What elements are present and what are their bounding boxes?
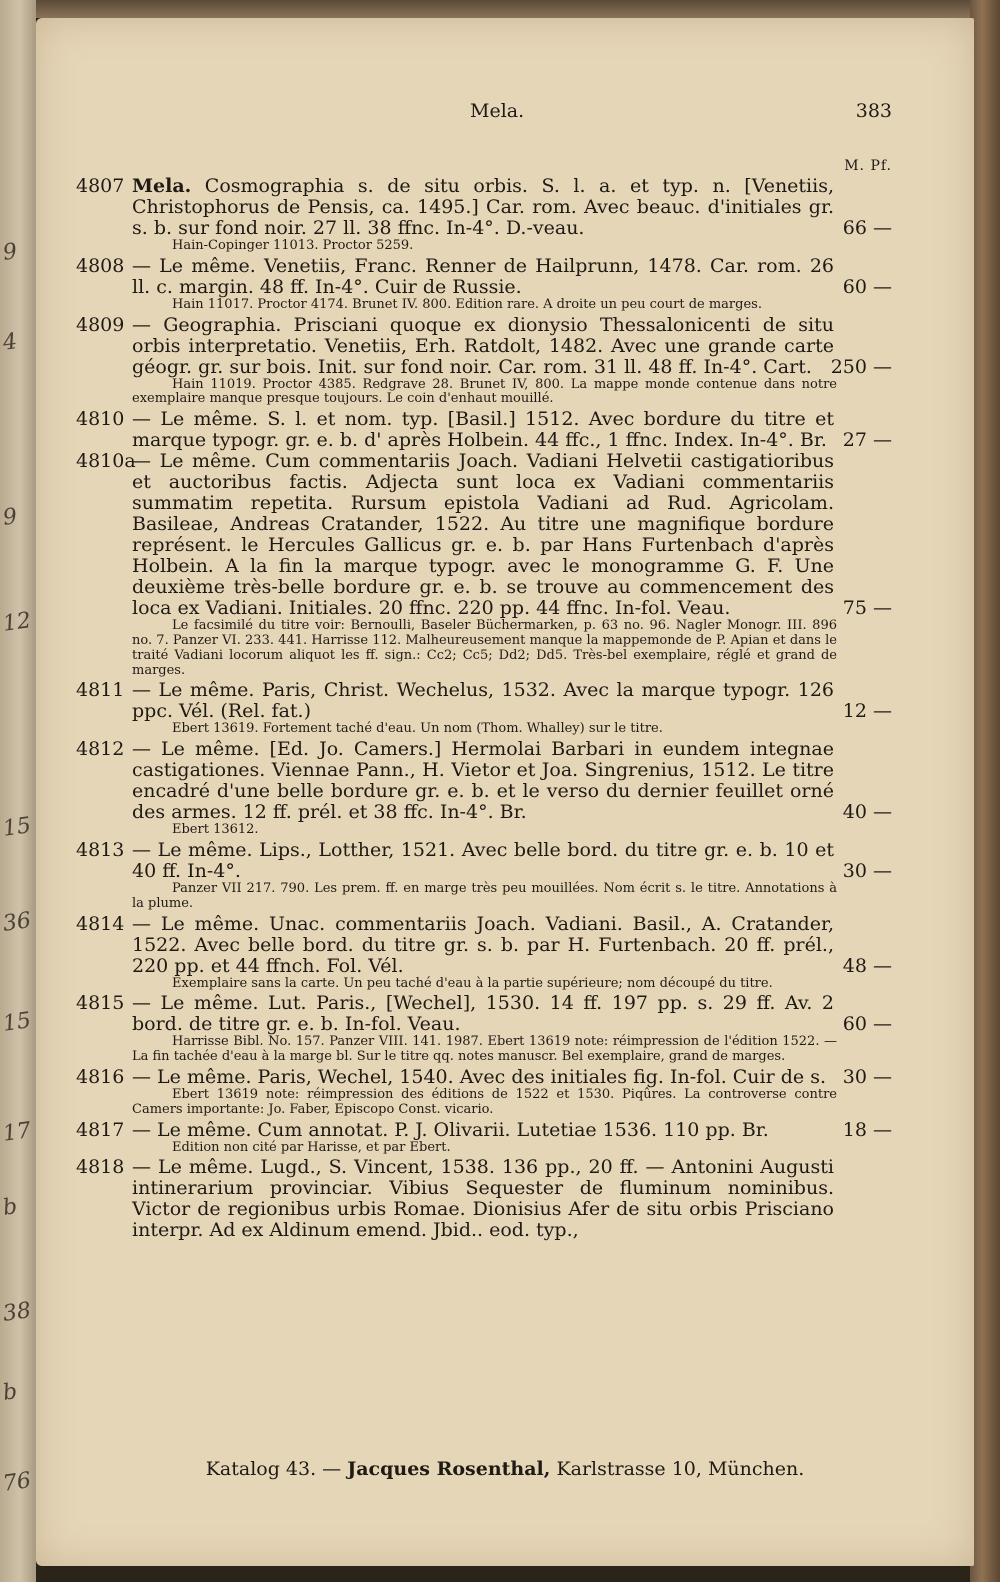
entry-text: — Le même. Paris, Wechel, 1540. Avec des initiales fig. In-fol. Cuir de s. (132, 1065, 826, 1088)
catalog-entry (36, 680, 974, 722)
catalog-entry (36, 1157, 974, 1241)
entry-description (132, 315, 834, 378)
entry-number: 4816 (76, 1065, 125, 1088)
margin-handnote: 76 (1, 1468, 33, 1497)
catalog-page (36, 18, 974, 1566)
book-top-edge (0, 0, 1000, 18)
catalog-entry (36, 256, 974, 298)
margin-handnote: b (1, 1379, 19, 1406)
entry-number: 4815 (76, 992, 125, 1015)
entry-number: 4808 (76, 254, 125, 277)
entry-price: 66 — (842, 217, 892, 239)
entry-text: — Le même. Lugd., S. Vincent, 1538. 136 pp., 20 ff. — Antonini Augusti intinerarium provinciar. Vibius Sequester de fluminum nominibus. Victor de regionibus urbis Romae. Dionisius Afer de situ orbis Prisciano interpr. Ad ex Aldinum emend. Jbid.. eod. typ., (132, 1156, 834, 1242)
entry-text: — Le même. Cum annotat. P. J. Olivarii. Lutetiae 1536. 110 pp. Br. (132, 1118, 769, 1141)
entry-description (132, 1157, 834, 1241)
entry-number: 4810a (76, 450, 136, 473)
entry-number: 4818 (76, 1156, 125, 1179)
entry-price: 60 — (842, 275, 892, 298)
entry-bibliographic-note: Ebert 13619 note: réimpression des éditions de 1522 et 1530. Piqûres. La controverse contre Camers importante: Jo. Faber, Episcopo Const. vicario. (132, 1086, 837, 1117)
entry-number: 4811 (76, 679, 125, 702)
margin-handnote: 9 (1, 239, 19, 266)
entry-author: Mela. (132, 175, 192, 197)
entry-text: — Le même. Unac. commentariis Joach. Vadiani. Basil., A. Cratander, 1522. Avec belle bord. du titre gr. s. b. par H. Furtenbach. 20 ff. prél., 220 pp. et 44 ffnch. Fol. Vél. (132, 912, 834, 977)
footer-catalog: Katalog 43. — (205, 1458, 342, 1480)
entry-bibliographic-note: Ebert 13619. Fortement taché d'eau. Un nom (Thom. Whalley) sur le titre. (172, 721, 663, 737)
entry-price: 48 — (842, 954, 892, 977)
catalog-entry (36, 993, 974, 1035)
entry-description (132, 914, 834, 977)
entry-bibliographic-note: Ebert 13612. (172, 822, 259, 838)
entry-text: — Le même. S. l. et nom. typ. [Basil.] 1512. Avec bordure du titre et marque typogr. gr. e. b. d' après Holbein. 44 ffc., 1 ffnc. Index. In-4°. Br. (132, 408, 834, 452)
margin-handnote: 36 (1, 908, 33, 937)
entry-bibliographic-note: Edition non cité par Harisse, et par Ebert. (172, 1139, 451, 1155)
entry-text: — Le même. [Ed. Jo. Camers.] Hermolai Barbari in eundem integnae castigationes. Viennae Pann., H. Vietor et Joa. Singrenius, 1512. Le titre encadré d'une belle bordure gr. e. b. et le verso du dernier feuillet orné des armes. 12 ff. prél. et 38 ffc. In-4°. Br. (132, 738, 834, 824)
entry-number: 4814 (76, 912, 125, 935)
footer-address: Karlstrasse 10, München. (556, 1458, 805, 1480)
entry-bibliographic-note: Le facsimilé du titre voir: Bernoulli, Baseler Büchermarken, p. 63 no. 96. Nagler Monogr. III. 896 no. 7. Panzer VI. 233. 441. Harrisse 112. Malheureusement manque la mappemonde de P. Apian et dans le traité Vadiani locorum aliquot les ff. sign.: Cc2; Cc5; Dd2; Dd5. Très-bel exemplaire, réglé et grand de marges. (132, 618, 837, 678)
entry-number: 4810 (76, 408, 125, 431)
margin-handnote: 38 (1, 1298, 33, 1327)
running-title: Mela. (470, 100, 525, 122)
entry-description (132, 409, 834, 451)
catalog-entries (36, 176, 974, 1241)
entry-description (132, 256, 834, 298)
entry-description (132, 451, 834, 619)
page-footer (36, 1458, 974, 1480)
entry-text: Cosmographia s. de situ orbis. S. l. a. et typ. n. [Venetiis, Christophorus de Pensis, ca. 1495.] Car. rom. Avec beauc. d'initiales gr. s. b. sur fond noir. 27 ll. 38 ffnc. In-4°. D.-veau. (132, 175, 834, 239)
catalog-entry (36, 1120, 974, 1141)
entry-description (132, 993, 834, 1035)
catalog-entry (36, 739, 974, 823)
margin-handnote: 12 (1, 608, 33, 637)
margin-handnote: b (1, 1194, 19, 1221)
entry-price: 30 — (842, 859, 892, 882)
entry-description (132, 680, 834, 722)
page-number: 383 (855, 100, 892, 122)
entry-bibliographic-note: Hain-Copinger 11013. Proctor 5259. (172, 238, 414, 253)
entry-bibliographic-note: Panzer VII 217. 790. Les prem. ff. en marge très peu mouillées. Nom écrit s. le titre. Annotations à la plume. (132, 880, 837, 911)
catalog-entry (36, 840, 974, 882)
entry-price: 250 — (830, 355, 892, 378)
entry-bibliographic-note: Hain 11017. Proctor 4174. Brunet IV. 800. Edition rare. A droite un peu court de marges. (172, 296, 762, 312)
margin-handnote: 15 (1, 813, 33, 842)
entry-text: — Le même. Venetiis, Franc. Renner de Hailprunn, 1478. Car. rom. 26 ll. c. margin. 48 ff. In-4°. Cuir de Russie. (132, 254, 834, 298)
entry-text: — Geographia. Prisciani quoque ex dionysio Thessalonicenti de situ orbis interpretatio. Venetiis, Erh. Ratdolt, 1482. Avec une grande carte géogr. gr. sur bois. Init. sur fond noir. Car. rom. 31 ll. 48 ff. In-4°. Cart. (132, 313, 834, 378)
entry-description (132, 840, 834, 882)
entry-description (132, 1120, 834, 1141)
catalog-entry (36, 176, 974, 239)
entry-description (132, 739, 834, 823)
entry-number: 4807 (76, 175, 125, 197)
entry-text: — Le même. Lips., Lotther, 1521. Avec belle bord. du titre gr. e. b. 10 et 40 ff. In-4°. (132, 838, 834, 882)
entry-number: 4809 (76, 313, 125, 336)
entry-price: 27 — (842, 429, 892, 452)
entry-price: 40 — (842, 801, 892, 824)
facing-page-margin (0, 0, 36, 1582)
entry-bibliographic-note: Hain 11019. Proctor 4385. Redgrave 28. Brunet IV, 800. La mappe monde contenue dans notre exemplaire manque presque toujours. Le coin d'enhaut mouillé. (132, 376, 837, 407)
running-header (36, 100, 974, 126)
catalog-entry (36, 451, 974, 619)
book-spine (970, 0, 1000, 1582)
entry-text: — Le même. Paris, Christ. Wechelus, 1532. Avec la marque typogr. 126 ppc. Vél. (Rel. fat.) (132, 679, 834, 723)
margin-handnote: 17 (1, 1118, 33, 1147)
entry-text: — Le même. Lut. Paris., [Wechel], 1530. 14 ff. 197 pp. s. 29 ff. Av. 2 bord. de titre gr. e. b. In-fol. Veau. (132, 992, 834, 1036)
margin-handnote: 15 (1, 1008, 33, 1037)
entry-text: — Le même. Cum commentariis Joach. Vadiani Helvetii castigatioribus et auctoribus factis. Adjecta sunt loca ex Vadiani commentariis summatim repetita. Rursum epistola Vadiani ad Rud. Agricolam. Basileae, Andreas Cratander, 1522. Au titre une magnifique bordure représent. le Hercules Gallicus gr. e. b. par Hans Furtenbach d'après Holbein. A la fin la marque typogr. avec le monogramme G. F. Une deuxième très-belle bordure gr. e. b. se trouve au commencement des loca ex Vadiani. Initiales. 20 ffnc. 220 pp. 44 ffnc. In-fol. Veau. (132, 450, 834, 620)
catalog-entry (36, 409, 974, 451)
entry-number: 4817 (76, 1118, 125, 1141)
catalog-entry (36, 315, 974, 378)
entry-price: 60 — (842, 1013, 892, 1036)
entry-price: 30 — (842, 1065, 892, 1088)
entry-description (132, 1067, 834, 1088)
footer-dealer: Jacques Rosenthal, (347, 1458, 551, 1480)
entry-number: 4812 (76, 738, 125, 761)
entry-bibliographic-note: Harrisse Bibl. No. 157. Panzer VIII. 141. 1987. Ebert 13619 note: réimpression de l'édition 1522. — La fin tachée d'eau à la marge bl. Sur le titre qq. notes manuscr. Bel exemplaire, grand de marges. (132, 1034, 837, 1065)
entry-price: 18 — (842, 1118, 892, 1141)
price-column-header: M. Pf. (844, 158, 892, 174)
entry-bibliographic-note: Exemplaire sans la carte. Un peu taché d'eau à la partie supérieure; nom découpé du titre. (172, 975, 773, 991)
entry-number: 4813 (76, 838, 125, 861)
catalog-entry (36, 914, 974, 977)
entry-description (132, 176, 834, 239)
entry-price: 75 — (842, 597, 892, 620)
margin-handnote: 4 (1, 329, 19, 356)
entry-price: 12 — (842, 700, 892, 723)
margin-handnote: 9 (1, 504, 19, 531)
catalog-entry (36, 1067, 974, 1088)
